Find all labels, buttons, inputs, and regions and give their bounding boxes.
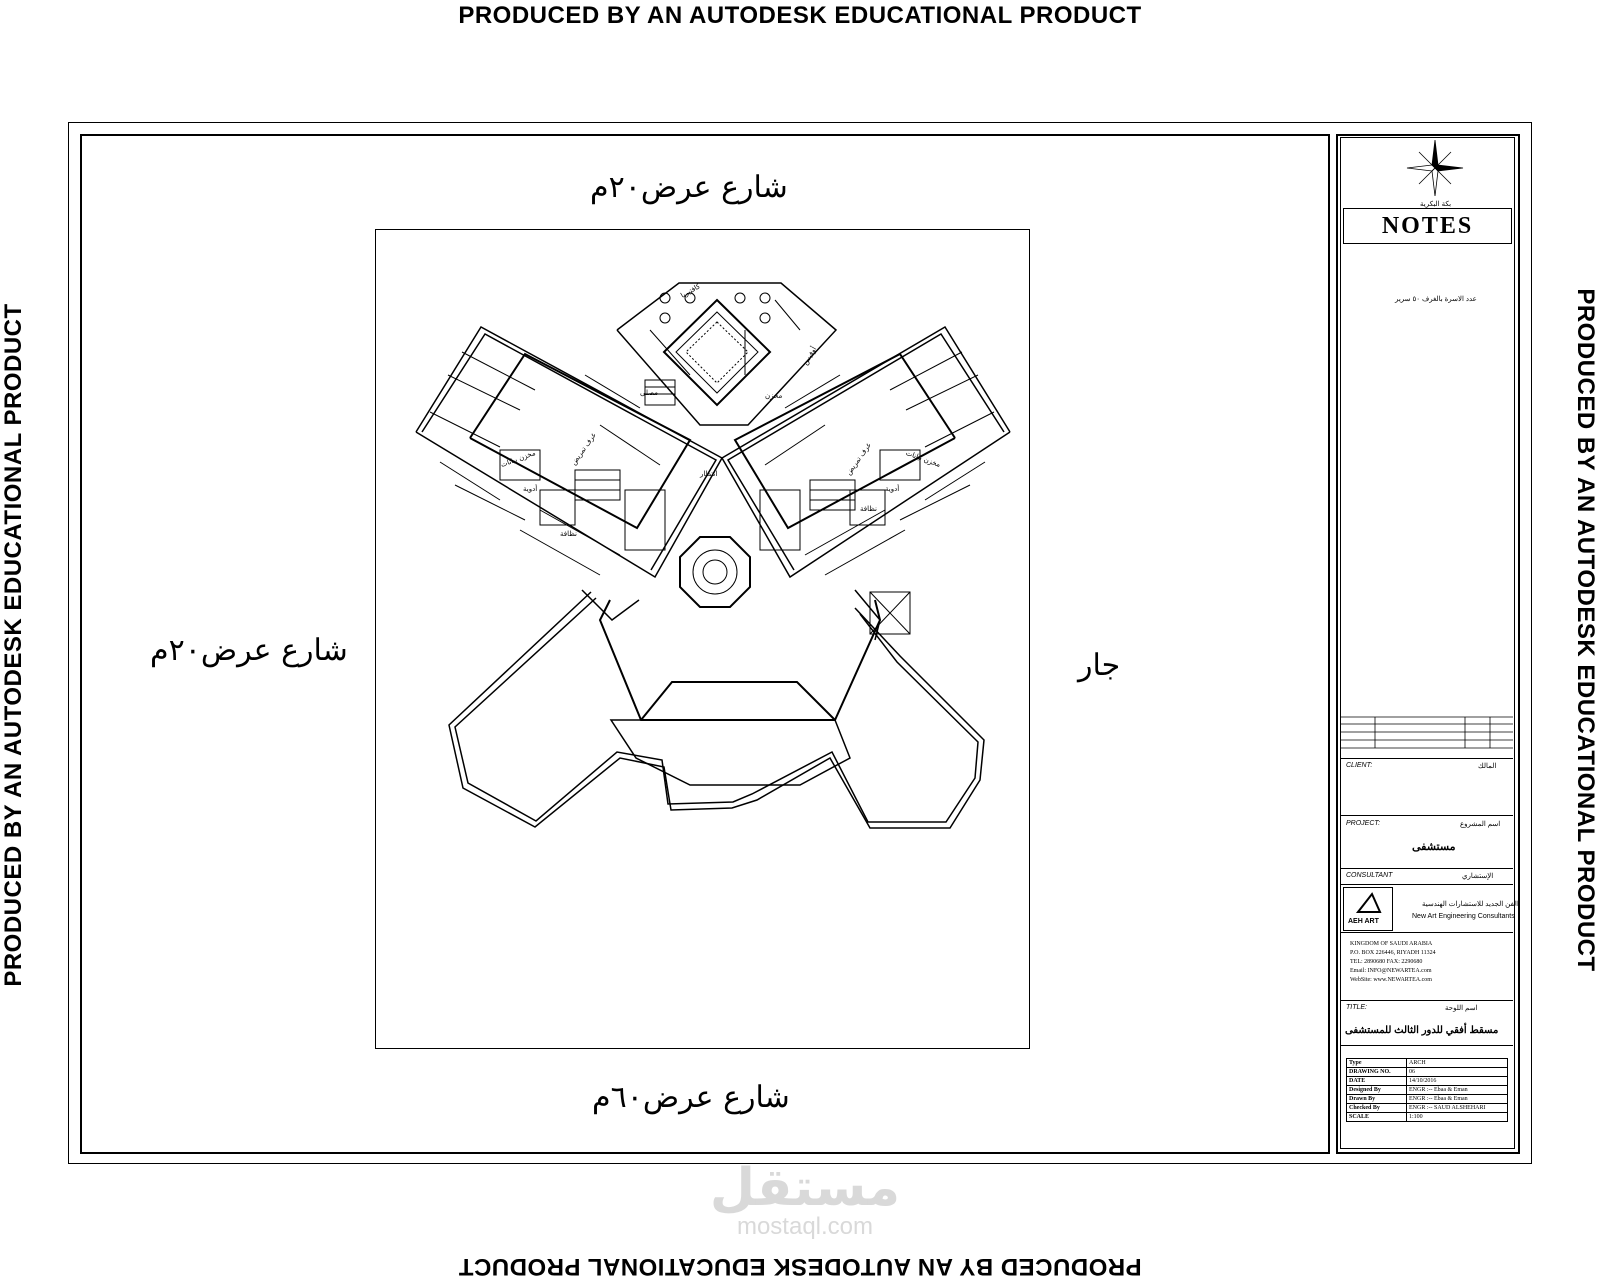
room-label-pharmacy-right: أدوية [885,485,900,493]
client-label: CLIENT: [1346,762,1373,769]
street-label-top: شارع عرض٢٠م [590,170,788,205]
revision-table [1340,716,1513,756]
details-value: 14/10/2016 [1407,1077,1508,1086]
details-row [1347,1104,1508,1113]
room-label-office: أوفيس [801,345,819,367]
client-ar: المالك [1478,763,1497,770]
tb-divider [1340,758,1513,759]
drawing-details-table [1346,1058,1508,1122]
title-ar: اسم اللوحة [1445,1005,1478,1012]
details-row [1347,1077,1508,1086]
address-line: P.O. BOX 226446, RIYADH 11324 [1350,950,1436,956]
cafeteria-tables [660,293,770,323]
details-row [1347,1086,1508,1095]
floor-plan-outline [416,283,1010,828]
room-label-cleaning-left: نظافة [560,530,577,538]
drawing-title: مسقط أفقي للدور الثالث للمستشفى [1345,1025,1499,1036]
north-arrow-icon [1405,138,1465,198]
details-row [1347,1113,1508,1122]
address-line: WebSite: www.NEWARTEA.com [1350,977,1432,983]
room-label-store: مخزن [765,392,783,400]
fountain-octagon [680,537,750,607]
consultant-ar: الإستشاري [1462,873,1494,880]
details-row [1347,1095,1508,1104]
tb-divider [1340,884,1513,885]
address-line: KINGDOM OF SAUDI ARABIA [1350,941,1433,947]
details-label: Type [1347,1059,1407,1068]
details-label: Designed By [1347,1086,1407,1095]
tb-divider [1340,868,1513,869]
notes-title: NOTES [1343,208,1512,244]
watermark-left: PRODUCED BY AN AUTODESK EDUCATIONAL PRODUCT [0,303,27,987]
tb-divider [1340,932,1513,933]
details-label: Drawn By [1347,1095,1407,1104]
street-label-left: شارع عرض٢٠م [150,633,348,668]
address-line: Email: INFO@NEWARTEA.com [1350,968,1432,974]
watermark-right: PRODUCED BY AN AUTODESK EDUCATIONAL PRODUCT [1572,288,1599,972]
room-label-data-store-right: مخزن بيانات [904,449,942,469]
watermark-top: PRODUCED BY AN AUTODESK EDUCATIONAL PRODUCT [458,2,1142,29]
consultant-label: CONSULTANT [1346,872,1393,879]
tb-divider [1340,1045,1513,1046]
details-value: 1:100 [1407,1113,1508,1122]
room-label-data-store-left: مخزن بيانات [499,449,537,469]
details-label: DRAWING NO. [1347,1068,1407,1077]
address-block [1350,940,1436,985]
room-label-nurses-left: غرف تمريض [569,431,598,467]
tb-divider [1340,1000,1513,1001]
details-row [1347,1059,1508,1068]
consultant-logo [1343,887,1393,931]
details-value: ARCH [1407,1059,1508,1068]
cafeteria-atrium [664,300,770,405]
details-value: ENGR :-- SAUD ALSHEHARI [1407,1104,1508,1113]
details-row [1347,1068,1508,1077]
room-label-cleaning-right: نظافة [860,505,877,513]
details-value: ENGR :-- Ebaa & Eman [1407,1095,1508,1104]
room-label-waiting: انتظار [700,470,718,478]
address-line: TEL: 2890680 FAX: 2290680 [1350,959,1423,965]
details-value: 06 [1407,1068,1508,1077]
details-label: Checked By [1347,1104,1407,1113]
neighbor-label-right: جار [1078,648,1121,683]
title-label: TITLE: [1346,1004,1368,1011]
project-name: مستشفى [1412,841,1456,853]
site-watermark-url: mostaql.com [736,1213,874,1240]
consultant-logo-icon [1344,888,1392,918]
consultant-name-en: New Art Engineering Consultants [1412,913,1515,920]
project-ar: اسم المشروع [1460,821,1501,828]
room-label-nurses-right: غرف تمريض [844,441,873,477]
street-label-bottom: شارع عرض٦٠م [592,1080,790,1115]
room-label-cafeteria: كافتيريا [679,282,702,300]
details-label: DATE [1347,1077,1407,1086]
details-value: ENGR :-- Ebaa & Eman [1407,1086,1508,1095]
room-label-pharmacy-left: أدوية [523,485,538,493]
watermark-bottom: PRODUCED BY AN AUTODESK EDUCATIONAL PRODUCT [458,1253,1142,1280]
project-label: PROJECT: [1346,820,1381,827]
north-label: بكة البكرية [1420,201,1452,208]
details-label: SCALE [1347,1113,1407,1122]
consultant-logo-text: AEH ART [1348,918,1379,925]
tb-divider [1340,815,1513,816]
room-label-prayer: مصلى [640,389,658,397]
consultant-name-ar: الفن الجديد للاستشارات الهندسية [1422,901,1519,908]
site-watermark [700,1160,910,1238]
site-watermark-ar: مستقل [709,1158,901,1218]
note-1: عدد الاسرة بالغرف ٥٠ سرير [1395,296,1477,303]
